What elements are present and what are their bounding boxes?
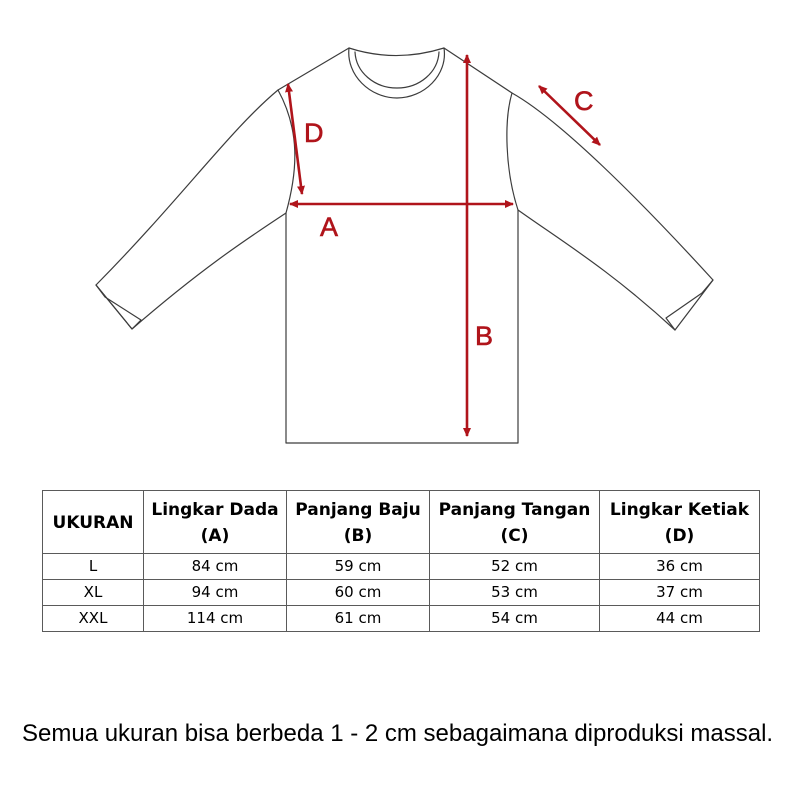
cell-sleeve: 53 cm <box>430 580 600 606</box>
header-size: UKURAN <box>43 491 144 554</box>
label-d: D <box>304 118 324 148</box>
header-armhole: Lingkar Ketiak (D) <box>600 491 760 554</box>
arrow-d-armhole <box>288 84 302 194</box>
cell-chest: 94 cm <box>144 580 287 606</box>
header-chest: Lingkar Dada (A) <box>144 491 287 554</box>
shirt-left-cuff <box>96 285 141 329</box>
header-sleeve: Panjang Tangan (C) <box>430 491 600 554</box>
cell-chest: 114 cm <box>144 606 287 632</box>
shirt-body <box>278 48 518 443</box>
cell-chest: 84 cm <box>144 554 287 580</box>
cell-sleeve: 52 cm <box>430 554 600 580</box>
size-variation-note: Semua ukuran bisa berbeda 1 - 2 cm sebagaimana diproduksi massal. <box>22 720 774 747</box>
cell-length: 60 cm <box>287 580 430 606</box>
table-row <box>43 606 760 632</box>
table-header-row <box>43 491 760 554</box>
shirt-outline <box>96 48 713 443</box>
cell-length: 59 cm <box>287 554 430 580</box>
size-table <box>42 490 760 632</box>
cell-sleeve: 54 cm <box>430 606 600 632</box>
label-b: B <box>475 321 494 351</box>
shirt-left-sleeve <box>96 90 286 329</box>
cell-size: XXL <box>43 606 144 632</box>
cell-size: L <box>43 554 144 580</box>
table-row <box>43 580 760 606</box>
measurement-labels <box>304 86 594 351</box>
label-c: C <box>574 86 594 116</box>
label-a: A <box>320 212 339 242</box>
shirt-right-sleeve <box>512 93 713 330</box>
cell-armhole: 36 cm <box>600 554 760 580</box>
table-row <box>43 554 760 580</box>
header-length: Panjang Baju (B) <box>287 491 430 554</box>
cell-armhole: 44 cm <box>600 606 760 632</box>
cell-size: XL <box>43 580 144 606</box>
cell-armhole: 37 cm <box>600 580 760 606</box>
shirt-right-cuff <box>666 280 713 330</box>
measurement-arrows <box>288 55 600 436</box>
cell-length: 61 cm <box>287 606 430 632</box>
